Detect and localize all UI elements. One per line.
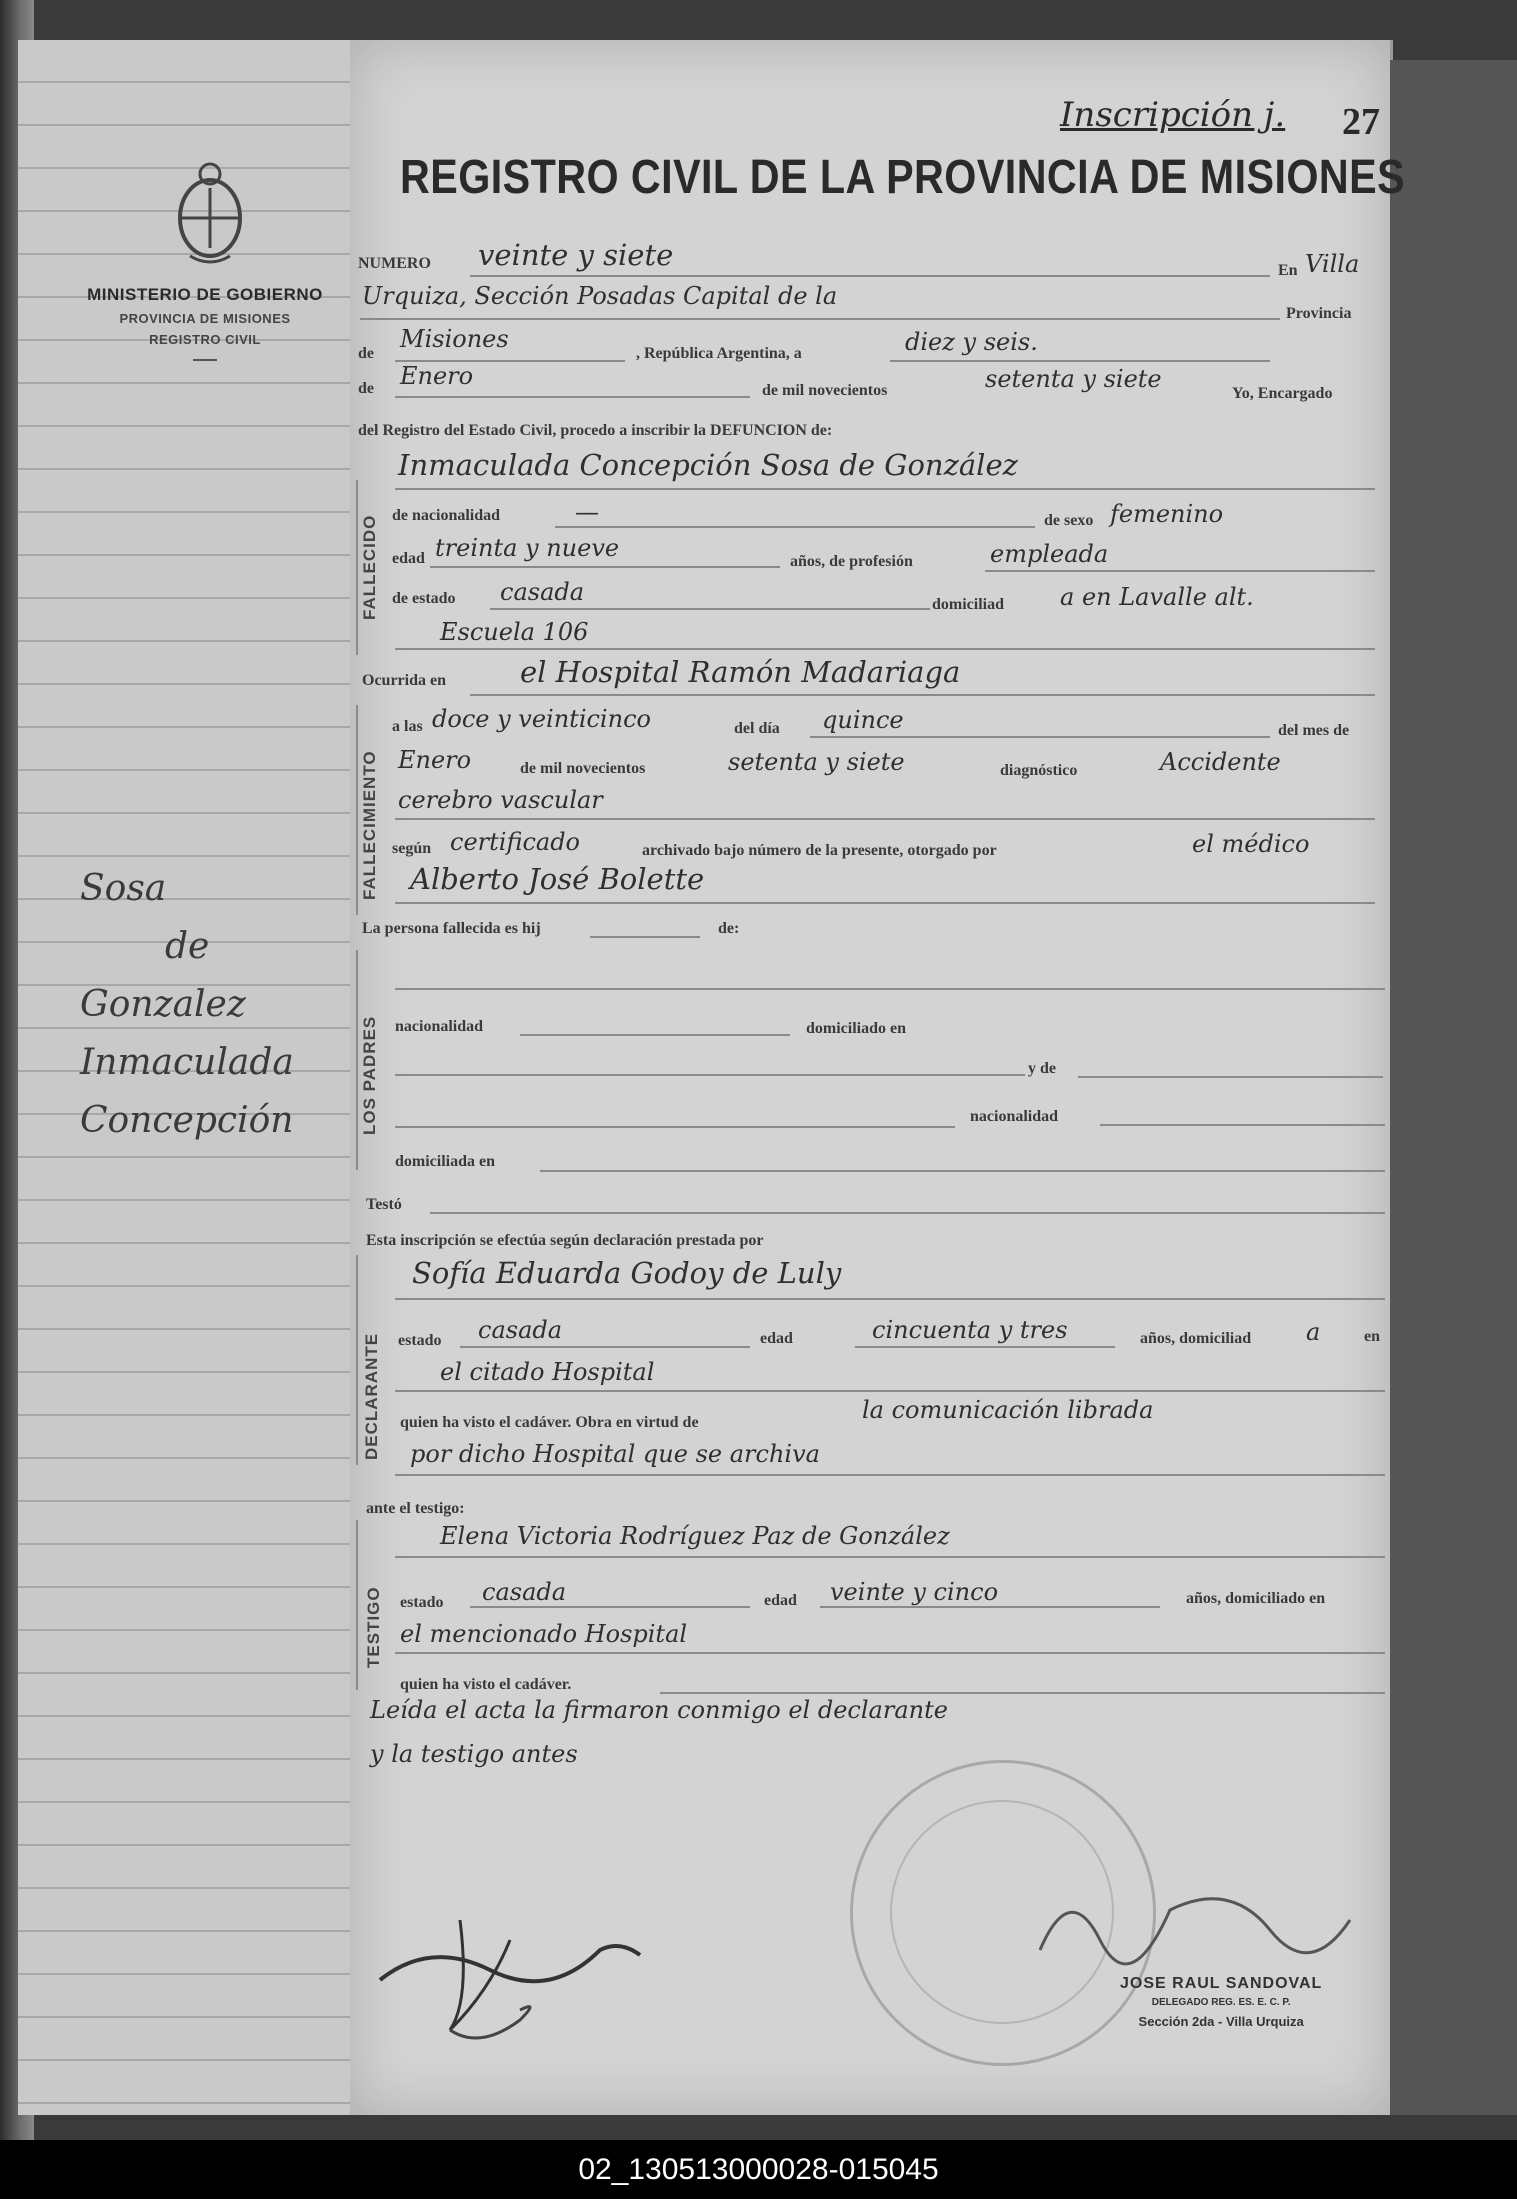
line: [540, 1170, 1385, 1172]
section-label-fallecimiento: FALLECIMIENTO: [360, 750, 379, 900]
line: [470, 1606, 750, 1608]
label-test-estado: estado: [400, 1594, 444, 1611]
value-edad: treinta y nueve: [435, 534, 620, 562]
line: [470, 275, 1270, 277]
value-dia: quince: [822, 706, 904, 734]
label-edad: edad: [392, 550, 425, 567]
label-yo: Yo, Encargado: [1232, 385, 1333, 402]
value-month: Enero: [400, 362, 474, 390]
line: [810, 736, 1270, 738]
value-leida-2: y la testigo antes: [370, 1740, 578, 1768]
value-place: Urquiza, Sección Posadas Capital de la: [362, 282, 838, 310]
label-de: de: [358, 380, 374, 397]
margin-note-line: Concepción: [80, 1100, 294, 1141]
value-numero: veinte y siete: [478, 238, 674, 272]
label-ocurrida: Ocurrida en: [362, 672, 446, 689]
ministry-province: PROVINCIA DE MISIONES: [119, 311, 291, 326]
image-id-bar: [0, 2140, 1517, 2199]
line: [395, 1298, 1385, 1300]
label-republica: , República Argentina, a: [636, 345, 802, 362]
value-leida: Leída el acta la firmaron conmigo el declarante: [370, 1696, 948, 1724]
label-test-edad: edad: [764, 1592, 797, 1609]
label-padres-nacionalidad-2: nacionalidad: [970, 1108, 1059, 1125]
label-ante: ante el testigo:: [366, 1500, 465, 1517]
line: [660, 1692, 1385, 1694]
label-inscripcion: Esta inscripción se efectúa según declaración prestada por: [366, 1232, 764, 1249]
label-numero: NUMERO: [358, 255, 431, 272]
line: [430, 566, 780, 568]
label-en: En: [1278, 262, 1298, 279]
label-nacionalidad: de nacionalidad: [392, 507, 501, 524]
label-dia: del día: [734, 720, 780, 737]
line: [430, 1212, 1385, 1214]
label-decl-estado: estado: [398, 1332, 442, 1349]
page-title: REGISTRO CIVIL DE LA PROVINCIA DE MISIONES: [400, 151, 1406, 204]
line: [395, 988, 1385, 990]
value-decl-domicilio: a: [1306, 1318, 1321, 1346]
line: [395, 1390, 1385, 1392]
coat-of-arms-icon: [170, 158, 250, 268]
value-year: setenta y siete: [985, 365, 1162, 393]
label-padres-intro: La persona fallecida es hij: [362, 920, 541, 937]
section-line: [356, 1520, 358, 1690]
label-decl-domicilio: años, domiciliad: [1140, 1330, 1252, 1347]
value-ocurrida: el Hospital Ramón Madariaga: [520, 655, 961, 689]
value-medico: el médico: [1192, 830, 1310, 858]
label-sexo: de sexo: [1044, 512, 1094, 529]
line: [855, 1346, 1115, 1348]
divider: [193, 359, 217, 361]
line: [890, 360, 1270, 362]
line: [1078, 1076, 1383, 1078]
label-test-domicilio: años, domiciliado en: [1186, 1590, 1326, 1607]
line: [590, 936, 700, 938]
line: [395, 902, 1375, 904]
value-mes: Enero: [398, 746, 472, 774]
line: [395, 1652, 1385, 1654]
value-decl-estado: casada: [478, 1316, 563, 1344]
value-declarante-name: Sofía Eduarda Godoy de Luly: [412, 1256, 842, 1290]
label-decl-edad: edad: [760, 1330, 793, 1347]
section-line: [356, 950, 358, 1170]
label-padres-domiciliada: domiciliada en: [395, 1153, 496, 1170]
section-label-declarante: DECLARANTE: [362, 1332, 381, 1460]
ministry-header: [60, 285, 350, 361]
value-provincia: Misiones: [400, 325, 509, 353]
line: [555, 526, 1035, 528]
value-quien-2: por dicho Hospital que se archiva: [410, 1440, 820, 1468]
signature-official: [1030, 1860, 1370, 1980]
label-diagnostico: diagnóstico: [1000, 762, 1078, 779]
label-hora: a las: [392, 718, 423, 735]
line: [395, 396, 750, 398]
label-segun: según: [392, 840, 432, 857]
line: [460, 1346, 750, 1348]
ministry-title: MINISTERIO DE GOBIERNO: [87, 285, 323, 304]
line: [1100, 1124, 1385, 1126]
official-block: [1120, 1975, 1322, 2029]
ministry-office: REGISTRO CIVIL: [149, 332, 261, 347]
label-domicilio: domiciliad: [932, 596, 1005, 613]
value-testigo-name: Elena Victoria Rodríguez Paz de González: [440, 1522, 950, 1550]
value-sexo: femenino: [1110, 500, 1224, 528]
dark-background: [1390, 60, 1517, 2115]
label-year: de mil novecientos: [762, 382, 888, 399]
value-decl-edad: cincuenta y tres: [872, 1316, 1068, 1344]
label-decl-en: en: [1364, 1328, 1380, 1345]
value-hora: doce y veinticinco: [432, 705, 651, 733]
value-quien: la comunicación librada: [862, 1396, 1154, 1424]
margin-note-line: Gonzalez: [80, 984, 246, 1025]
section-line: [356, 480, 358, 655]
line: [520, 1034, 790, 1036]
value-decl-domicilio-2: el citado Hospital: [440, 1358, 655, 1386]
value-en: Villa: [1305, 250, 1360, 278]
line: [395, 1474, 1385, 1476]
line: [395, 818, 1375, 820]
value-test-edad: veinte y cinco: [830, 1578, 999, 1606]
label-test-quien: quien ha visto el cadáver.: [400, 1676, 572, 1693]
section-label-fallecido: FALLECIDO: [360, 514, 379, 620]
value-fallecido-name: Inmaculada Concepción Sosa de González: [398, 448, 1018, 482]
label-registro: del Registro del Estado Civil, procedo a inscribir la DEFUNCION de:: [358, 422, 833, 439]
line: [395, 1556, 1385, 1558]
value-diagnostico-2: cerebro vascular: [398, 786, 603, 814]
margin-note-line: de: [165, 926, 210, 967]
value-segun: certificado: [450, 828, 581, 856]
label-provincia: Provincia: [1286, 305, 1352, 322]
label-padres-domiciliado: domiciliado en: [806, 1020, 907, 1037]
value-domicilio-2: Escuela 106: [440, 618, 589, 646]
section-line: [356, 1255, 358, 1465]
value-test-domicilio: el mencionado Hospital: [400, 1620, 688, 1648]
official-name: JOSE RAUL SANDOVAL: [1120, 1975, 1323, 1992]
line: [490, 608, 930, 610]
top-scribble: Inscripción j.: [1060, 95, 1286, 135]
value-medico-name: Alberto José Bolette: [410, 862, 705, 896]
line: [360, 318, 1280, 320]
value-profesion: empleada: [990, 540, 1109, 568]
section-line: [356, 705, 358, 915]
line: [395, 488, 1375, 490]
value-day: diez y seis.: [905, 328, 1038, 356]
official-section: Sección 2da - Villa Urquiza: [1138, 2014, 1304, 2029]
label-quien: quien ha visto el cadáver. Obra en virtud de: [400, 1414, 699, 1431]
official-subtitle: DELEGADO REG. ES. E. C. P.: [1151, 1997, 1291, 2008]
line: [985, 570, 1375, 572]
label-mes: del mes de: [1278, 722, 1350, 739]
line: [395, 1126, 955, 1128]
margin-note-line: Inmaculada: [80, 1042, 294, 1083]
value-diagnostico: Accidente: [1160, 748, 1281, 776]
section-label-testigo: TESTIGO: [364, 1586, 383, 1668]
margin-note: [80, 860, 350, 1150]
label-estado: de estado: [392, 590, 456, 607]
label-mil: de mil novecientos: [520, 760, 646, 777]
value-nacionalidad: —: [575, 498, 599, 526]
label-testo: Testó: [366, 1196, 402, 1213]
value-mil: setenta y siete: [728, 748, 905, 776]
label-archivado: archivado bajo número de la presente, otorgado por: [642, 842, 997, 859]
signature-declarante: [370, 1880, 650, 2060]
value-domicilio: a en Lavalle alt.: [1060, 583, 1254, 611]
margin-note-line: Sosa: [80, 868, 167, 909]
line: [820, 1606, 1160, 1608]
line: [395, 1074, 1025, 1076]
line: [395, 648, 1375, 650]
label-de: de: [358, 345, 374, 362]
label-padres-nacionalidad: nacionalidad: [395, 1018, 484, 1035]
page-number: 27: [1342, 101, 1380, 143]
image-id-text: 02_130513000028-015045: [578, 2152, 939, 2186]
value-test-estado: casada: [482, 1578, 567, 1606]
label-profesion: años, de profesión: [790, 553, 913, 570]
value-estado: casada: [500, 578, 585, 606]
label-padres-de: de:: [718, 920, 740, 937]
section-label-padres: LOS PADRES: [360, 1015, 379, 1135]
line: [470, 694, 1375, 696]
label-padres-yde: y de: [1028, 1060, 1056, 1077]
